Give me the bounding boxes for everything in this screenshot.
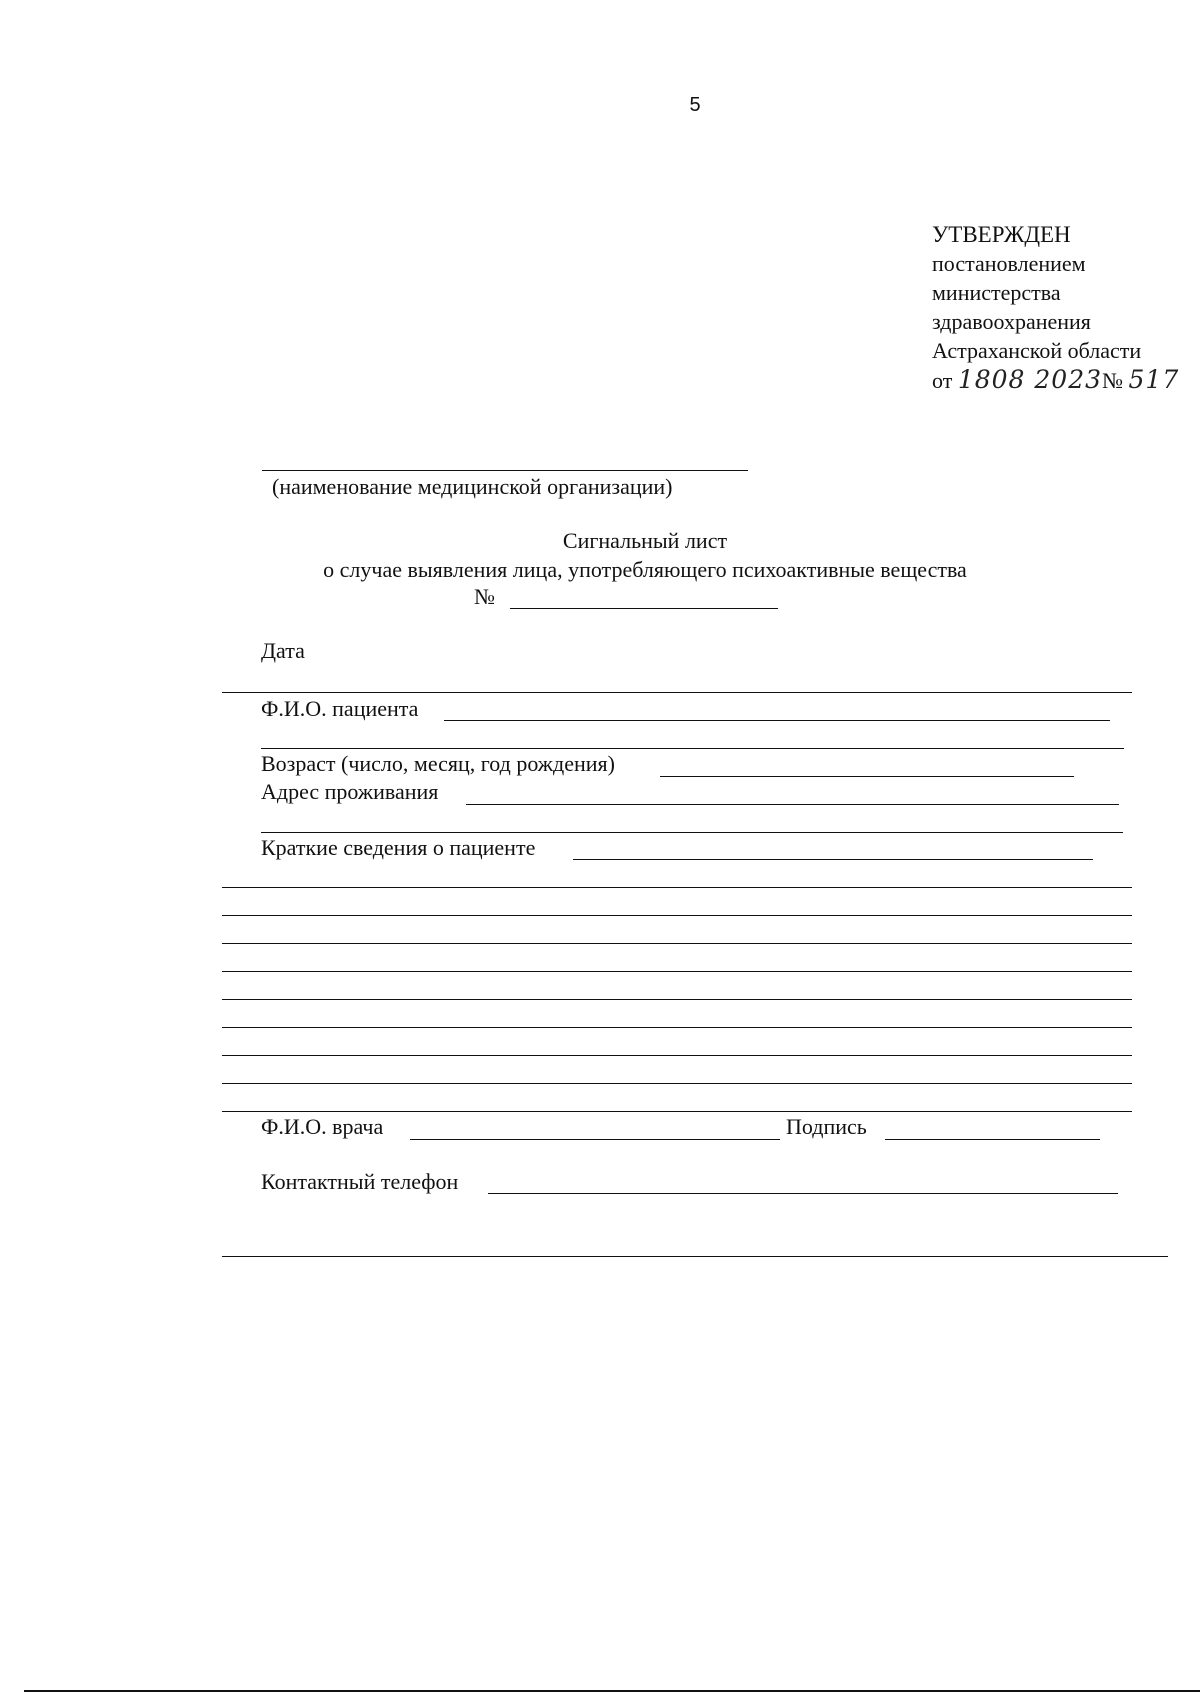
organization-name-line[interactable]	[262, 470, 748, 471]
date-line[interactable]	[222, 692, 1132, 693]
approval-number-handwritten: 517	[1128, 365, 1180, 394]
phone-label: Контактный телефон	[261, 1169, 459, 1194]
brief-info-line-8[interactable]	[222, 1055, 1132, 1056]
brief-info-label: Краткие сведения о пациенте	[261, 835, 536, 860]
form-subtitle: о случае выявления лица, употребляющего психоактивные вещества	[323, 557, 967, 582]
brief-info-line-7[interactable]	[222, 1027, 1132, 1028]
phone-line[interactable]	[488, 1193, 1118, 1194]
signature-label: Подпись	[786, 1114, 867, 1139]
page-bottom-edge	[24, 1690, 1200, 1692]
approval-line-1: постановлением	[932, 251, 1086, 276]
approval-block	[932, 220, 1179, 395]
approval-heading: УТВЕРЖДЕН	[932, 222, 1071, 247]
number-label: №	[474, 584, 495, 609]
approval-date-handwritten: 1808 2023	[957, 365, 1103, 394]
address-label: Адрес проживания	[261, 779, 439, 804]
brief-info-line-4[interactable]	[222, 943, 1132, 944]
brief-info-line-2[interactable]	[222, 887, 1132, 888]
approval-line-4: Астраханской области	[932, 338, 1142, 363]
form-number-line[interactable]	[510, 608, 778, 609]
patient-name-line-2[interactable]	[261, 748, 1124, 749]
brief-info-line-9[interactable]	[222, 1083, 1132, 1084]
brief-info-line-6[interactable]	[222, 999, 1132, 1000]
approval-line-3: здравоохранения	[932, 309, 1091, 334]
approval-line-2: министерства	[932, 280, 1061, 305]
signature-line[interactable]	[885, 1139, 1100, 1140]
doctor-name-label: Ф.И.О. врача	[261, 1114, 384, 1139]
age-label: Возраст (число, месяц, год рождения)	[261, 751, 615, 776]
brief-info-line[interactable]	[573, 859, 1093, 860]
address-line[interactable]	[466, 804, 1119, 805]
patient-name-label: Ф.И.О. пациента	[261, 696, 419, 721]
approval-date-line	[932, 365, 1179, 395]
date-label: Дата	[261, 638, 305, 663]
form-title: Сигнальный лист	[562, 528, 728, 553]
doctor-name-line[interactable]	[410, 1139, 780, 1140]
patient-name-line[interactable]	[444, 720, 1110, 721]
page-number: 5	[689, 94, 701, 116]
brief-info-line-5[interactable]	[222, 971, 1132, 972]
address-line-2[interactable]	[261, 832, 1123, 833]
brief-info-line-10[interactable]	[222, 1111, 1132, 1112]
brief-info-line-3[interactable]	[222, 915, 1132, 916]
approval-number-sign: №	[1102, 368, 1124, 393]
closing-line	[222, 1256, 1168, 1257]
organization-caption: (наименование медицинской организации)	[272, 474, 673, 499]
approval-date-prefix: от	[932, 368, 953, 393]
age-line[interactable]	[660, 776, 1074, 777]
